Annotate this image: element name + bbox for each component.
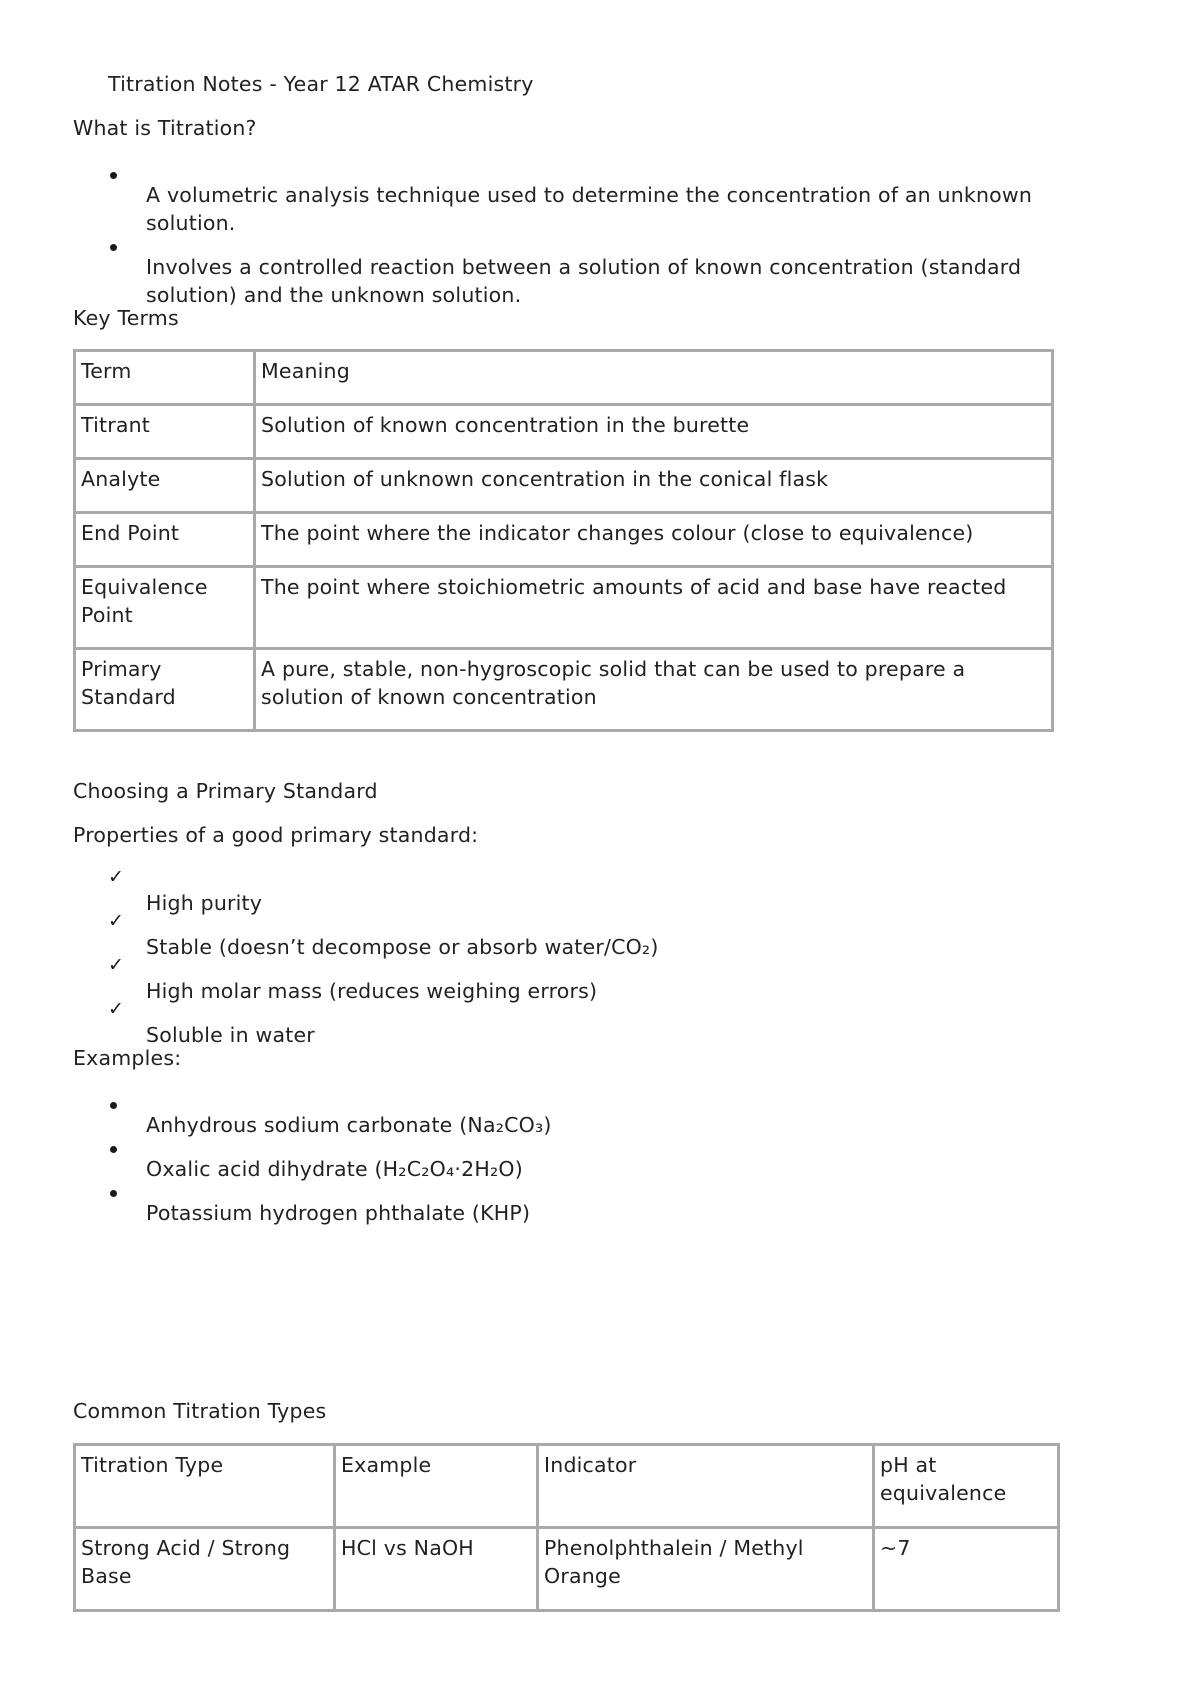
section-heading-primary-standard: Choosing a Primary Standard [73,779,378,803]
list-item: High purity [146,890,263,915]
table-header-cell: Titration Type [75,1445,335,1528]
table-cell-meaning: The point where stoichiometric amounts of acid and base have reacted [255,567,1053,649]
list-item: A volumetric analysis technique used to determine the concentration of an unknown solution. [146,182,1033,235]
examples-intro: Examples: [73,1046,182,1070]
table-cell-meaning: A pure, stable, non-hygroscopic solid that can be used to prepare a solution of known concentration [255,649,1053,731]
table-cell: HCl vs NaOH [335,1528,538,1611]
table-cell-meaning: The point where the indicator changes colour (close to equivalence) [255,513,1053,567]
table-header-cell: Example [335,1445,538,1528]
table-cell-term: Titrant [75,405,255,459]
table-header-row [75,1445,1059,1528]
bullet-icon [110,1146,117,1153]
table-cell-meaning: Solution of unknown concentration in the conical flask [255,459,1053,513]
section-heading-key-terms: Key Terms [73,306,179,330]
table-row [75,405,1053,459]
table-row [75,567,1053,649]
list-item: Soluble in water [146,1022,315,1047]
bullet-icon [110,172,117,179]
table-row [75,513,1053,567]
table-header-cell: Indicator [538,1445,874,1528]
table-cell: Phenolphthalein / Methyl Orange [538,1528,874,1611]
table-cell-term: End Point [75,513,255,567]
table-row [75,1528,1059,1611]
table-cell-term: Equivalence Point [75,567,255,649]
table-row [75,649,1053,731]
section-heading-titration-types: Common Titration Types [73,1399,327,1423]
table-header-row [75,351,1053,405]
document-title: Titration Notes - Year 12 ATAR Chemistry [108,72,534,96]
table-header-cell: pH at equivalence [874,1445,1059,1528]
table-header-cell: Term [75,351,255,405]
table-cell: Strong Acid / Strong Base [75,1528,335,1611]
list-item: Oxalic acid dihydrate (H₂C₂O₄·2H₂O) [146,1156,523,1181]
bullet-icon [110,1102,117,1109]
list-item: Anhydrous sodium carbonate (Na₂CO₃) [146,1112,552,1137]
bullet-icon [110,244,117,251]
table-row [75,459,1053,513]
bullet-icon [110,1190,117,1197]
table-header-cell: Meaning [255,351,1053,405]
section-heading-what-is-titration: What is Titration? [73,116,257,140]
list-item: Stable (doesn’t decompose or absorb water/CO₂) [146,934,659,959]
checkmark-icon: ✓ [108,910,125,932]
titration-types-table [73,1443,1060,1612]
checkmark-icon: ✓ [108,954,125,976]
list-item: Potassium hydrogen phthalate (KHP) [146,1200,531,1225]
table-cell-meaning: Solution of known concentration in the burette [255,405,1053,459]
table-cell: ~7 [874,1528,1059,1611]
table-cell-term: Primary Standard [75,649,255,731]
list-item: High molar mass (reduces weighing errors) [146,978,598,1003]
table-cell-term: Analyte [75,459,255,513]
checkmark-icon: ✓ [108,998,125,1020]
properties-intro: Properties of a good primary standard: [73,823,479,847]
checkmark-icon: ✓ [108,866,125,888]
list-item: Involves a controlled reaction between a solution of known concentration (standard solution) and the unknown solution. [146,254,1022,307]
key-terms-table [73,349,1054,732]
